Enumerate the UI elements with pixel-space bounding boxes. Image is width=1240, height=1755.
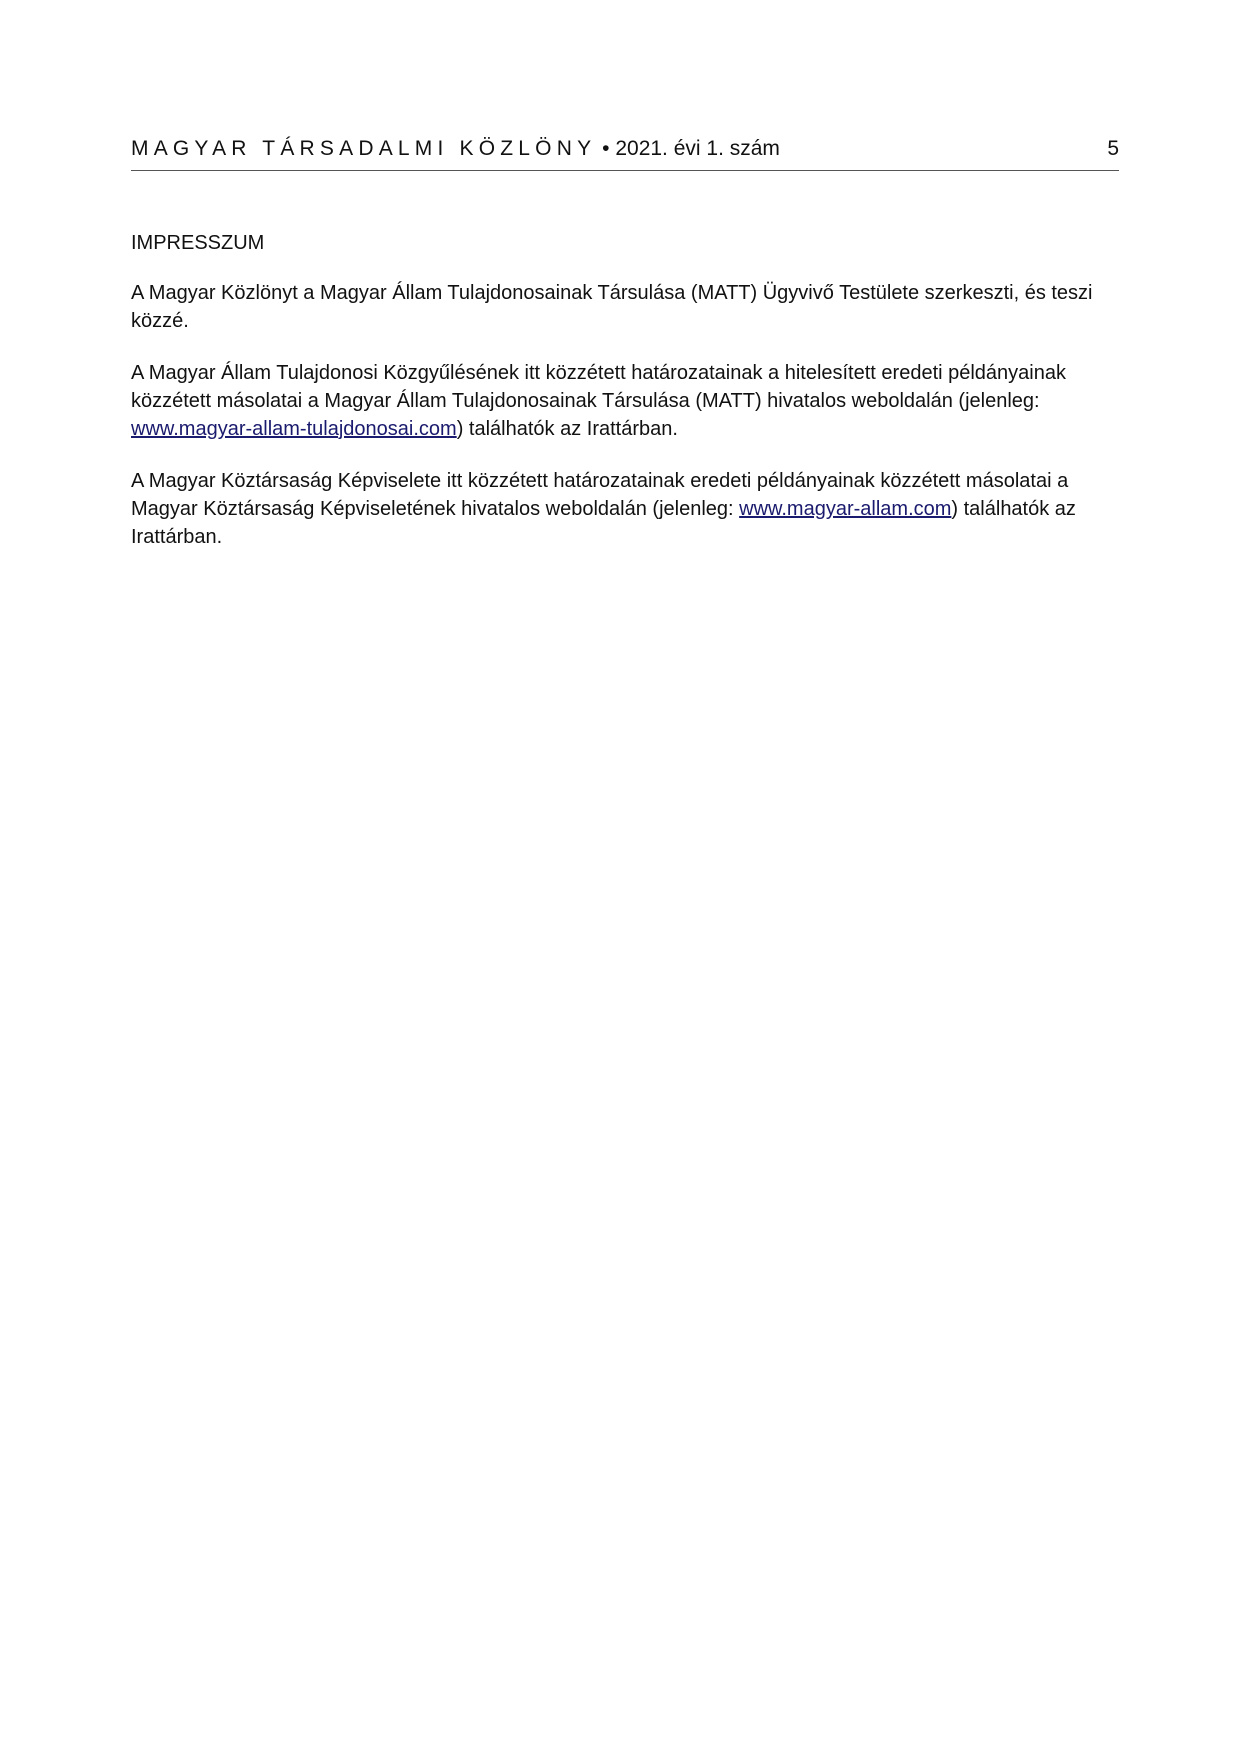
- paragraph-text: A Magyar Állam Tulajdonosi Közgyűlésének itt közzétett határozatainak a hitelesített eredeti példányainak közzétett másolatai a Magyar Állam Tulajdonosainak Társulása (MATT) hivatalos weboldalán (jelenleg:: [131, 362, 1066, 412]
- document-body: [131, 229, 1121, 575]
- paragraph-general-assembly: [131, 359, 1121, 443]
- header-separator: •: [602, 137, 610, 160]
- header-title: [131, 136, 780, 162]
- paragraph-text: ) találhatók az Irattárban.: [131, 498, 1076, 548]
- paragraph-text: A Magyar Köztársaság Képviselete itt közzétett határozatainak eredeti példányainak közzétett másolatai a Magyar Köztársaság Képviseletének hivatalos weboldalán (jelenleg:: [131, 470, 1069, 520]
- issue-number: 2021. évi 1. szám: [615, 137, 780, 160]
- paragraph-representation: [131, 467, 1121, 551]
- running-header: [131, 136, 1119, 171]
- publication-name: MAGYAR TÁRSADALMI KÖZLÖNY: [131, 137, 597, 160]
- section-heading: IMPRESSZUM: [131, 232, 265, 254]
- paragraph-text: ) találhatók az Irattárban.: [456, 418, 678, 440]
- website-link-tulajdonosai[interactable]: www.magyar-allam-tulajdonosai.com: [131, 418, 457, 440]
- page-number: 5: [1107, 137, 1119, 160]
- website-link-allam[interactable]: www.magyar-allam.com: [739, 498, 952, 520]
- paragraph-editor-info: A Magyar Közlönyt a Magyar Állam Tulajdonosainak Társulása (MATT) Ügyvivő Testülete szerkeszti, és teszi közzé.: [131, 282, 1093, 332]
